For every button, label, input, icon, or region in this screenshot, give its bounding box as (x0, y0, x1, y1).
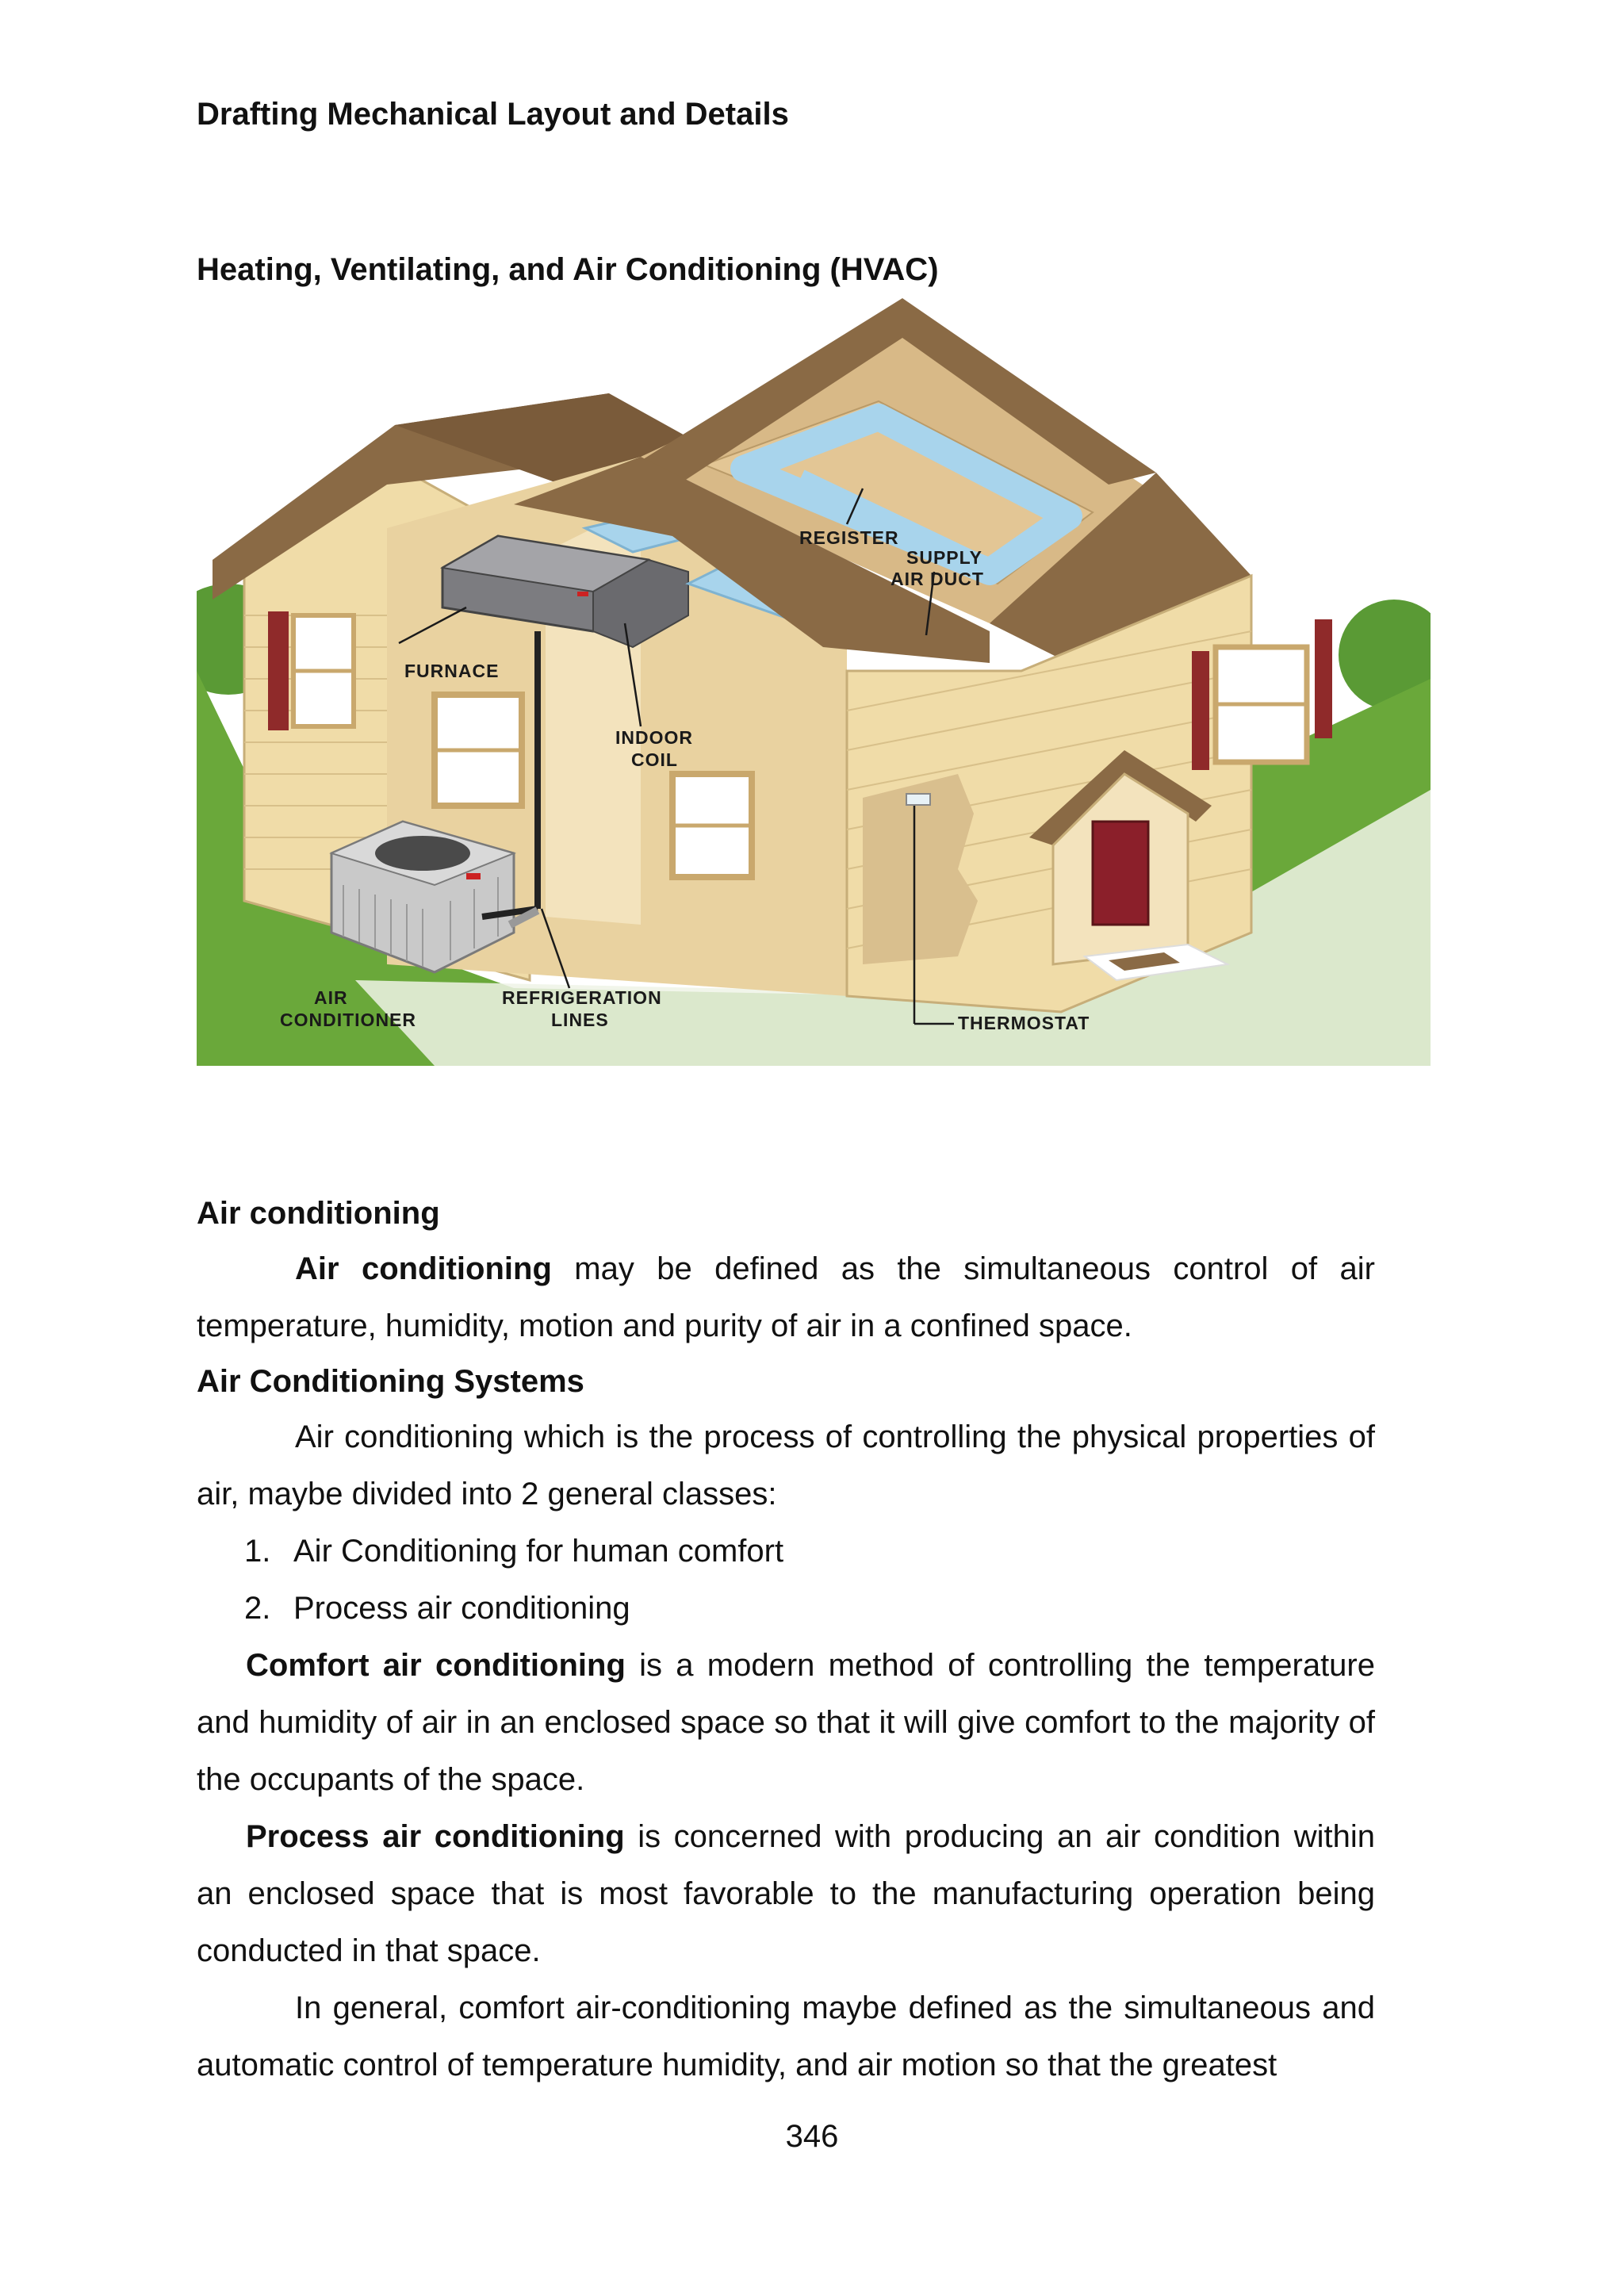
front-door (1093, 822, 1148, 925)
shutter-left (268, 611, 289, 730)
paragraph-process-text: is concerned with producing an air condition within an enclosed space that is most favorable to the manufacturing operation being conducted in that space. (197, 1819, 1376, 1968)
label-supply-line1: SUPPLY (906, 547, 982, 568)
paragraph-comfort (197, 1637, 1375, 1808)
label-furnace: FURNACE (404, 661, 500, 681)
heading-air-conditioning: Air conditioning (197, 1196, 440, 1231)
label-refrig-line2: LINES (551, 1010, 609, 1030)
section-title: Heating, Ventilating, and Air Conditioning (HVAC) (197, 252, 939, 287)
label-ac-line1: AIR (314, 987, 348, 1008)
heading-systems: Air Conditioning Systems (197, 1364, 584, 1399)
label-register: REGISTER (799, 527, 899, 548)
list-number: 2. (244, 1591, 271, 1626)
list-number: 1. (244, 1534, 271, 1569)
label-supply-line2: AIR DUCT (891, 569, 984, 589)
term-process: Process air conditioning (246, 1819, 625, 1854)
paragraph-general: In general, comfort air-conditioning maybe defined as the simultaneous and automatic control of temperature humidity, and air motion so that the greatest (197, 1990, 1375, 2082)
label-refrig-line1: REFRIGERATION (502, 987, 662, 1008)
label-indoor-line1: INDOOR (615, 727, 693, 748)
label-indoor-line2: COIL (631, 749, 678, 770)
paragraph-definition-text: may be defined as the simultaneous control of air temperature, humidity, motion and purity of air in a confined space. (197, 1251, 1375, 1343)
term-comfort: Comfort air conditioning (246, 1648, 626, 1683)
ac-fan (375, 836, 470, 871)
label-thermostat: THERMOSTAT (958, 1013, 1090, 1033)
list-item (197, 1580, 1375, 1637)
paragraph-process (197, 1808, 1375, 1979)
list-text: Air Conditioning for human comfort (293, 1534, 784, 1569)
body-text (197, 1186, 1375, 2094)
term-air-conditioning: Air conditioning (295, 1251, 552, 1286)
list-text: Process air conditioning (293, 1591, 630, 1626)
paragraph-classes: Air conditioning which is the process of controlling the physical properties of air, maybe divided into 2 general classes: (197, 1420, 1375, 1511)
running-head: Drafting Mechanical Layout and Details (197, 97, 789, 132)
hvac-house-illustration (197, 298, 1431, 1066)
list-item (197, 1523, 1375, 1580)
page-number: 346 (785, 2119, 839, 2154)
thermostat-device (906, 794, 930, 805)
paragraph-comfort-text: is a modern method of controlling the temperature and humidity of air in an enclosed space so that it will give comfort to the majority of the occupants of the space. (197, 1648, 1375, 1797)
classes-list (197, 1523, 1375, 1637)
label-ac-line2: CONDITIONER (280, 1010, 416, 1030)
paragraph-definition (197, 1240, 1375, 1354)
